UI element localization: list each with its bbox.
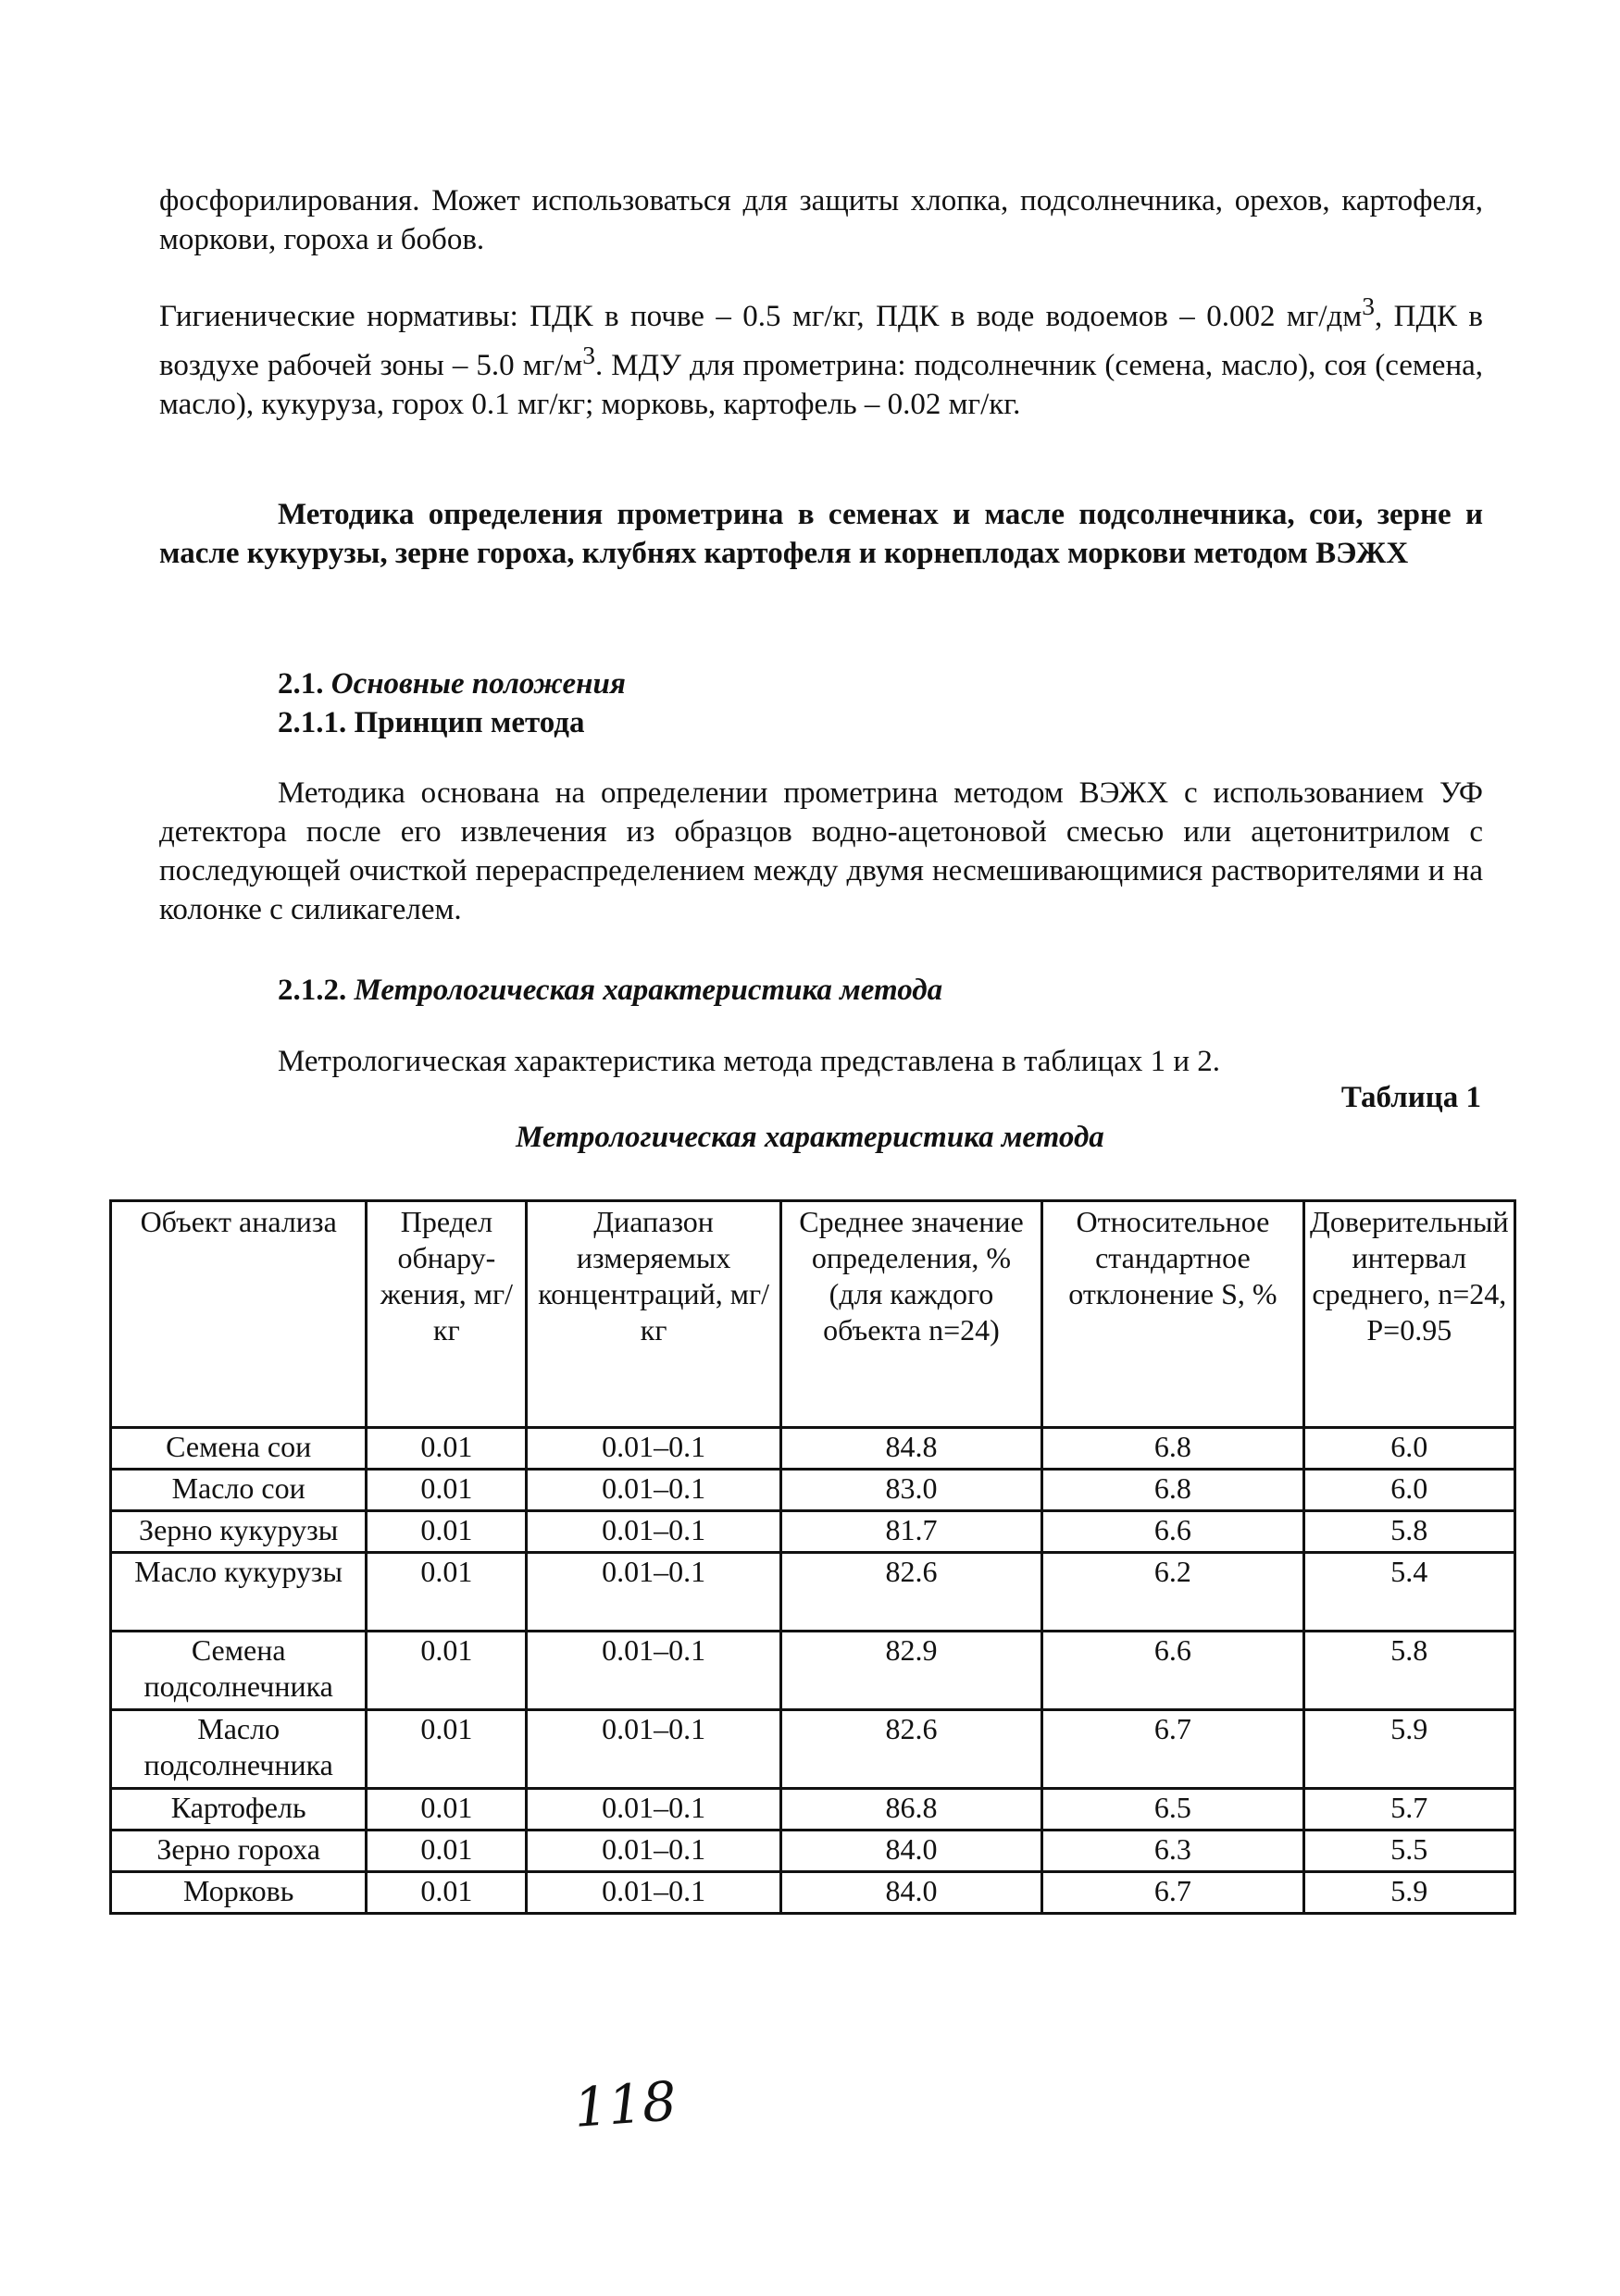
section-2-1-2-number: 2.1.2. [278,974,347,1007]
hygiene-middle: , ПДК в воздухе рабочей зоны – 5.0 мг/м [159,300,1483,382]
section-2-1-1-title: Принцип метода [354,706,585,739]
metrology-table [109,1199,1516,1915]
cell-rsd: 6.6 [1042,1511,1303,1553]
table-row [111,1428,1515,1470]
table-row [111,1872,1515,1914]
hygiene-suffix: . МДУ для прометрина: подсолнечник (семена, масло), соя (семена, масло), кукуруза, горох 0.1 мг/кг; морковь, картофель – 0.02 мг/кг. [159,349,1483,421]
table-row [111,1511,1515,1553]
cell-object: Семена подсолнечника [111,1632,367,1710]
method-basis-paragraph: Методика основана на определении прометрина методом ВЭЖХ с использованием УФ детектора после его извлечения из образцов водно-ацетоновой смесью или ацетонитрилом с последующей очисткой перераспределением между двумя несмешивающимися растворителями и на колонке с силикагелем. [159,776,1483,926]
cell-detection-limit: 0.01 [367,1831,527,1872]
cell-range: 0.01–0.1 [527,1710,780,1789]
table-title: Метрологическая характеристика метода [516,1121,1104,1154]
table-row [111,1470,1515,1511]
table-header-row [111,1201,1515,1428]
cell-range: 0.01–0.1 [527,1872,780,1914]
cell-object: Зерно кукурузы [111,1511,367,1553]
cell-range: 0.01–0.1 [527,1789,780,1831]
table-label: Таблица 1 [1340,1081,1481,1114]
cell-object: Семена сои [111,1428,367,1470]
cell-rsd: 6.7 [1042,1872,1303,1914]
cell-detection-limit: 0.01 [367,1470,527,1511]
section-2-1-1-number: 2.1.1. [278,706,347,739]
cell-range: 0.01–0.1 [527,1831,780,1872]
header-confidence: Доверительный интервал среднего, n=24, P=0.95 [1303,1201,1514,1428]
header-rsd: Относительное стандартное отклонение S, % [1042,1201,1303,1428]
page-number: 118 [571,2069,679,2140]
cell-rsd: 6.8 [1042,1428,1303,1470]
method-title: Методика определения прометрина в семенах и масле подсолнечника, сои, зерне и масле кукурузы, зерне гороха, клубнях картофеля и корнеплодах моркови методом ВЭЖХ [159,498,1483,570]
cell-confidence: 5.8 [1303,1511,1514,1553]
header-range: Диапазон измеряемых концентраций, мг/кг [527,1201,780,1428]
cell-mean: 81.7 [780,1511,1041,1553]
cell-confidence: 5.5 [1303,1831,1514,1872]
cell-detection-limit: 0.01 [367,1632,527,1710]
section-2-1-2-title: Метрологическая характеристика метода [354,974,943,1007]
cell-detection-limit: 0.01 [367,1789,527,1831]
cell-detection-limit: 0.01 [367,1553,527,1632]
cell-range: 0.01–0.1 [527,1470,780,1511]
cell-rsd: 6.6 [1042,1632,1303,1710]
cell-range: 0.01–0.1 [527,1511,780,1553]
cell-detection-limit: 0.01 [367,1872,527,1914]
hygiene-sup-1: 3 [1362,292,1375,320]
cell-mean: 82.6 [780,1553,1041,1632]
cell-confidence: 5.7 [1303,1789,1514,1831]
hygiene-sup-2: 3 [582,341,595,369]
cell-confidence: 5.4 [1303,1553,1514,1632]
section-2-1-2-heading [278,971,942,1010]
intro-paragraph: фосфорилирования. Может использоваться для защиты хлопка, подсолнечника, орехов, картофеля, моркови, гороха и бобов. [159,184,1483,256]
cell-mean: 82.6 [780,1710,1041,1789]
header-detection-limit: Предел обнару-жения, мг/кг [367,1201,527,1428]
table-row [111,1789,1515,1831]
section-2-1-heading [278,664,626,703]
cell-object: Масло кукурузы [111,1553,367,1632]
hygiene-prefix: Гигиенические нормативы: ПДК в почве – 0.5 мг/кг, ПДК в воде водоемов – 0.002 мг/дм [159,300,1363,333]
cell-object: Зерно гороха [111,1831,367,1872]
cell-object: Масло подсолнечника [111,1710,367,1789]
cell-rsd: 6.5 [1042,1789,1303,1831]
cell-mean: 84.0 [780,1831,1041,1872]
cell-mean: 82.9 [780,1632,1041,1710]
cell-object: Морковь [111,1872,367,1914]
section-2-1-title: Основные положения [330,667,626,701]
section-2-1-1-heading [278,703,584,742]
header-mean: Среднее значение определения, % (для каждого объекта n=24) [780,1201,1041,1428]
table-row [111,1710,1515,1789]
table-row [111,1831,1515,1872]
cell-mean: 84.0 [780,1872,1041,1914]
cell-rsd: 6.8 [1042,1470,1303,1511]
cell-object: Картофель [111,1789,367,1831]
cell-mean: 86.8 [780,1789,1041,1831]
table-row [111,1632,1515,1710]
cell-confidence: 5.9 [1303,1872,1514,1914]
section-2-1-number: 2.1. [278,667,324,701]
cell-range: 0.01–0.1 [527,1428,780,1470]
metrology-sentence: Метрологическая характеристика метода представлена в таблицах 1 и 2. [278,1045,1220,1078]
cell-mean: 84.8 [780,1428,1041,1470]
cell-confidence: 6.0 [1303,1470,1514,1511]
table-row [111,1553,1515,1632]
cell-detection-limit: 0.01 [367,1511,527,1553]
cell-range: 0.01–0.1 [527,1632,780,1710]
cell-confidence: 5.9 [1303,1710,1514,1789]
cell-confidence: 5.8 [1303,1632,1514,1710]
cell-detection-limit: 0.01 [367,1710,527,1789]
cell-rsd: 6.7 [1042,1710,1303,1789]
cell-confidence: 6.0 [1303,1428,1514,1470]
cell-mean: 83.0 [780,1470,1041,1511]
cell-range: 0.01–0.1 [527,1553,780,1632]
cell-detection-limit: 0.01 [367,1428,527,1470]
cell-rsd: 6.3 [1042,1831,1303,1872]
cell-object: Масло сои [111,1470,367,1511]
cell-rsd: 6.2 [1042,1553,1303,1632]
hygiene-norms-paragraph [159,287,1483,424]
header-object: Объект анализа [111,1201,367,1428]
